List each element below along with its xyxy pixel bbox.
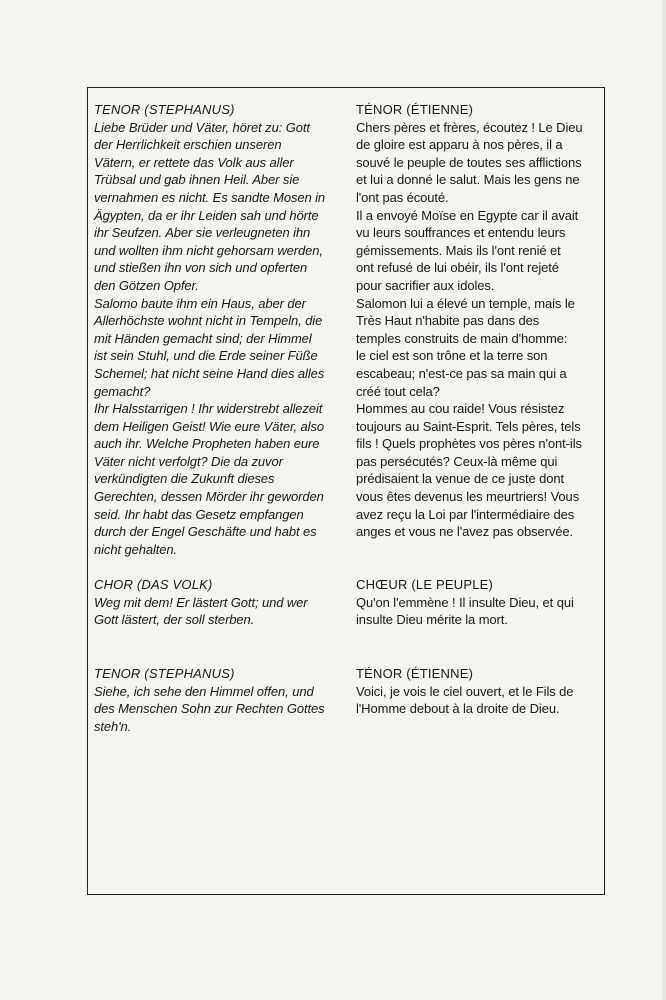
text-line: Allerhöchste wohnt nicht in Tempeln, die <box>94 313 323 329</box>
text-line: et lui a donné le salut. Mais les gens ne <box>356 172 580 188</box>
text-line: vous êtes devenus les meurtriers! Vous <box>356 489 580 505</box>
text-line: pour sacrifier aux idoles. <box>356 277 495 293</box>
text-line: und stießen ihn von sich und opferten <box>94 260 308 276</box>
lyrics-text <box>356 594 604 629</box>
text-line: ist sein Stuhl, und die Erde seiner Füße <box>94 348 318 364</box>
text-line: nicht gehalten. <box>94 541 178 557</box>
text-line: Gerechten, dessen Mörder ihr geworden <box>94 489 324 505</box>
text-line: souvé le peuple de toutes ses afflictions <box>356 154 582 170</box>
text-line: Siehe, ich sehe den Himmel offen, und <box>94 683 314 699</box>
text-line: prédisaient la venue de ce juste dont <box>356 471 565 487</box>
text-line: Gott lästert, der soll sterben. <box>94 612 255 628</box>
text-frame <box>87 87 605 895</box>
text-line: Salomon lui a élevé un temple, mais le <box>356 295 575 311</box>
page-edge <box>662 0 666 1000</box>
text-line: temples construits de main d'homme: <box>356 330 568 346</box>
text-line: Weg mit dem! Er lästert Gott; und wer <box>94 594 308 610</box>
role-heading: TÉNOR (ÉTIENNE) <box>356 666 474 681</box>
text-line: auch ihr. Welche Propheten haben eure <box>94 436 320 452</box>
text-line: des Menschen Sohn zur Rechten Gottes <box>94 701 325 717</box>
text-line: toujours au Saint-Esprit. Tels pères, tels <box>356 418 581 434</box>
text-line: Ihr Halsstarrigen ! Ihr widerstrebt allezeit <box>94 401 323 417</box>
text-line: Trübsal und gab ihnen Heil. Aber sie <box>94 172 300 188</box>
text-line: der Herrlichkeit erschien unseren <box>94 137 282 153</box>
role-heading: CHOR (DAS VOLK) <box>94 577 213 592</box>
lyrics-text <box>94 119 346 559</box>
text-line: de gloire est apparu à nos pères, il a <box>356 137 563 153</box>
text-line: verkündigten die Zukunft dieses <box>94 471 275 487</box>
text-line: durch der Engel Geschäfte und habt es <box>94 524 317 540</box>
french-block-3 <box>356 665 604 718</box>
text-line: den Götzen Opfer. <box>94 277 199 293</box>
text-line: Il a envoyé Moïse en Egypte car il avait <box>356 207 579 223</box>
role-heading: TENOR (STEPHANUS) <box>94 666 235 681</box>
text-line: Schemel; hat nicht seine Hand dies alles <box>94 365 325 381</box>
text-line: Liebe Brüder und Väter, höret zu: Gott <box>94 119 310 135</box>
german-block-3 <box>94 665 346 735</box>
role-heading: TENOR (STEPHANUS) <box>94 102 235 117</box>
text-line: avez reçu la Loi par l'intermédiaire des <box>356 506 575 522</box>
text-line: gemacht? <box>94 383 151 399</box>
german-block-2 <box>94 576 346 629</box>
text-line: Chers pères et frères, écoutez ! Le Dieu <box>356 119 583 135</box>
lyrics-text <box>356 683 604 718</box>
text-line: Väter nicht verfolgt? Die da zuvor <box>94 453 283 469</box>
lyrics-text <box>356 119 604 541</box>
text-line: und wollten ihm nicht gehorsam werden, <box>94 242 323 258</box>
text-line: anges et vous ne l'avez pas observée. <box>356 524 574 540</box>
text-line: ont refusé de lui obéir, ils l'ont rejeté <box>356 260 559 276</box>
french-block-1 <box>356 101 604 541</box>
french-block-2 <box>356 576 604 629</box>
text-line: vu leurs souffrances et entendu leurs <box>356 225 566 241</box>
text-line: steh'n. <box>94 718 132 734</box>
text-line: insulte Dieu mérite la mort. <box>356 612 508 628</box>
text-line: gémissements. Mais ils l'ont renié et <box>356 242 561 258</box>
text-line: Qu'on l'emmène ! Il insulte Dieu, et qui <box>356 594 574 610</box>
text-line: Ägypten, da er ihr Leiden sah und hörte <box>94 207 319 223</box>
role-heading: CHŒUR (LE PEUPLE) <box>356 577 494 592</box>
text-line: mit Händen gemacht sind; der Himmel <box>94 330 312 346</box>
german-block-1 <box>94 101 346 558</box>
text-line: l'ont pas écouté. <box>356 189 449 205</box>
text-line: Voici, je vois le ciel ouvert, et le Fils de <box>356 683 574 699</box>
text-line: fils ! Quels prophètes vos pères n'ont-ils <box>356 436 582 452</box>
lyrics-text <box>94 683 346 736</box>
text-line: seid. Ihr habt das Gesetz empfangen <box>94 506 304 522</box>
text-line: le ciel est son trône et la terre son <box>356 348 548 364</box>
text-line: pas persécutés? Ceux-là même qui <box>356 453 558 469</box>
text-line: créé tout cela? <box>356 383 440 399</box>
text-line: l'Homme debout à la droite de Dieu. <box>356 701 560 717</box>
text-line: vernahmen es nicht. Es sandte Mosen in <box>94 189 326 205</box>
text-line: Salomo baute ihm ein Haus, aber der <box>94 295 306 311</box>
text-line: Vätern, er rettete das Volk aus aller <box>94 154 294 170</box>
text-line: Hommes au cou raide! Vous résistez <box>356 401 565 417</box>
text-line: escabeau; n'est-ce pas sa main qui a <box>356 365 567 381</box>
text-line: Très Haut n'habite pas dans des <box>356 313 540 329</box>
text-line: dem Heiligen Geist! Wie eure Väter, also <box>94 418 324 434</box>
text-line: ihr Seufzen. Aber sie verleugneten ihn <box>94 225 311 241</box>
lyrics-text <box>94 594 346 629</box>
role-heading: TÉNOR (ÉTIENNE) <box>356 102 474 117</box>
